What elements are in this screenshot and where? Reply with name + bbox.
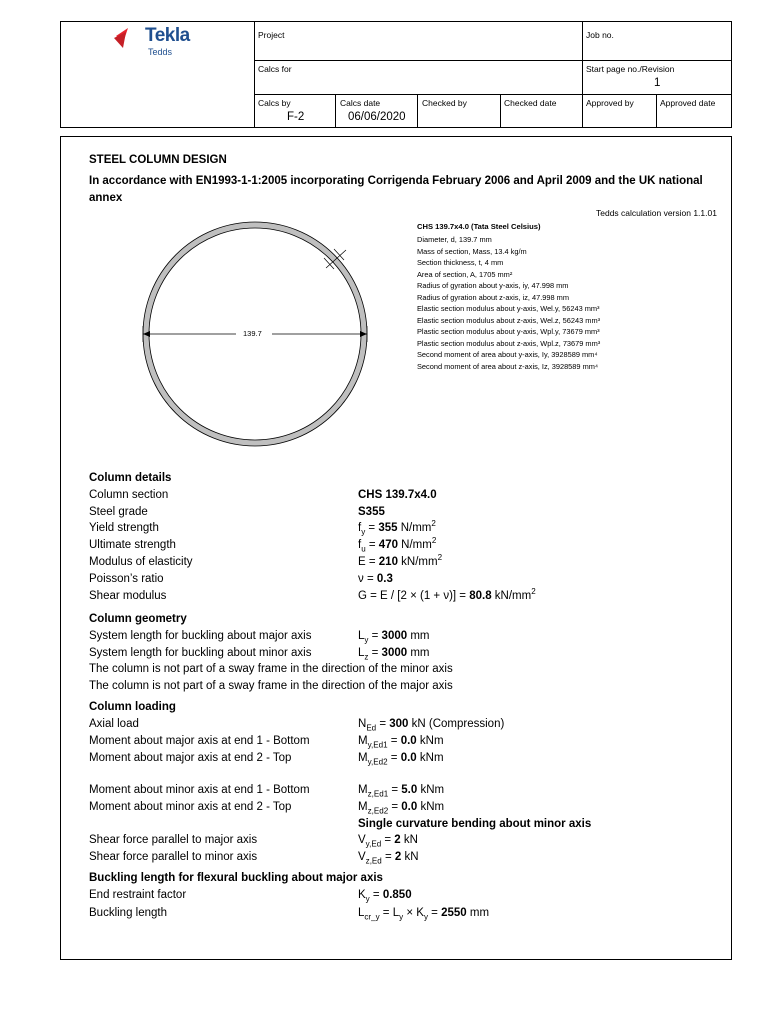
length-major-label: System length for buckling about major axis bbox=[89, 630, 312, 642]
shear-minor-label: Shear force parallel to minor axis bbox=[89, 851, 258, 863]
column-geometry-heading: Column geometry bbox=[89, 613, 187, 625]
property-line: Radius of gyration about y-axis, iy, 47.998 mm bbox=[417, 281, 569, 290]
checked-by-label: Checked by bbox=[422, 98, 467, 108]
buckling-length-label: Buckling length bbox=[89, 907, 167, 919]
length-minor-value: $L_z = 3000$ mm bbox=[358, 647, 430, 662]
buckling-length-value: $L_{cr\_y} = L_y \times K_y = 2550$ mm bbox=[358, 907, 490, 922]
axial-load-value: $N_{Ed} = 300$ kN (Compression) bbox=[358, 718, 505, 733]
approved-by-label: Approved by bbox=[586, 98, 634, 108]
property-line: Second moment of area about z-axis, Iz, 3928589 mm⁴ bbox=[417, 361, 599, 371]
property-line: Area of section, A, 1705 mm² bbox=[417, 269, 513, 279]
sway-note-major: The column is not part of a sway frame in the direction of the major axis bbox=[89, 680, 453, 692]
column-details-heading: Column details bbox=[89, 472, 172, 484]
modulus-elasticity-label: Modulus of elasticity bbox=[89, 556, 193, 568]
end-restraint-value: $K_y = 0.850$ bbox=[358, 889, 412, 904]
brand-subname: Tedds bbox=[148, 47, 173, 57]
moment-minor-end1-value: $M_{z,Ed1} = 5.0$ kNm bbox=[358, 784, 445, 799]
column-section-label: Column section bbox=[89, 489, 169, 501]
length-major-value: $L_y = 3000$ mm bbox=[358, 630, 430, 645]
calcs-by-label: Calcs by bbox=[258, 98, 291, 108]
standard-line-cont: annex bbox=[89, 192, 123, 204]
moment-major-end2-value: $M_{y,Ed2} = 0.0$ kNm bbox=[358, 752, 444, 767]
property-line: Second moment of area about y-axis, Iy, 3928589 mm⁴ bbox=[417, 350, 598, 359]
column-loading-heading: Column loading bbox=[89, 701, 176, 713]
tekla-logo bbox=[114, 26, 146, 50]
shear-major-value: $V_{y,Ed} = 2$ kN bbox=[358, 834, 418, 849]
yield-strength-value: $f_y = 355$ $N/mm^2$ bbox=[358, 519, 436, 537]
moment-major-end1-value: $M_{y,Ed1} = 0.0$ kNm bbox=[358, 735, 444, 750]
ultimate-strength-label: Ultimate strength bbox=[89, 539, 176, 551]
moment-major-end2-label: Moment about major axis at end 2 - Top bbox=[89, 752, 292, 764]
start-page-value: 1 bbox=[654, 77, 661, 89]
column-section-value: CHS 139.7x4.0 bbox=[358, 489, 437, 501]
length-minor-label: System length for buckling about minor axis bbox=[89, 647, 312, 659]
calcs-date-label: Calcs date bbox=[340, 98, 381, 108]
checked-date-label: Checked date bbox=[504, 98, 557, 108]
section-properties bbox=[417, 234, 600, 372]
end-restraint-label: End restraint factor bbox=[89, 889, 187, 901]
header-divider bbox=[254, 21, 255, 128]
property-line: Section thickness, t, 4 mm bbox=[417, 258, 504, 267]
moment-minor-end2-label: Moment about minor axis at end 2 - Top bbox=[89, 801, 292, 813]
header-divider bbox=[335, 94, 336, 128]
header-divider bbox=[500, 94, 501, 128]
ultimate-strength-value: $f_u = 470$ $N/mm^2$ bbox=[358, 536, 437, 554]
property-line: Elastic section modulus about y-axis, Wel.y, 56243 mm³ bbox=[417, 304, 600, 313]
property-line: Diameter, d, 139.7 mm bbox=[417, 235, 492, 244]
approved-date-label: Approved date bbox=[660, 98, 716, 108]
header-divider bbox=[582, 21, 583, 128]
calcs-date-value: 06/06/2020 bbox=[348, 111, 406, 123]
property-line: Radius of gyration about z-axis, iz, 47.998 mm bbox=[417, 292, 569, 302]
section-heading: CHS 139.7x4.0 (Tata Steel Celsius) bbox=[417, 222, 541, 231]
poissons-ratio-label: Poisson’s ratio bbox=[89, 573, 164, 585]
shear-modulus-value: G = E / [2 × (1 + ν)] = 80.8 $kN/mm^2$ bbox=[358, 587, 536, 602]
modulus-elasticity-value: E = 210 $kN/mm^2$ bbox=[358, 553, 443, 568]
tekla-logo-mark bbox=[114, 26, 146, 50]
moment-minor-end2-value: $M_{z,Ed2} = 0.0$ kNm bbox=[358, 801, 445, 816]
project-label: Project bbox=[258, 30, 285, 40]
buckling-heading: Buckling length for flexural buckling about major axis bbox=[89, 872, 383, 884]
calcs-for-label: Calcs for bbox=[258, 64, 292, 74]
yield-strength-label: Yield strength bbox=[89, 522, 159, 534]
diameter-dimension: 139.7 bbox=[243, 329, 262, 338]
property-line: Mass of section, Mass, 13.4 kg/m bbox=[417, 246, 527, 256]
shear-major-label: Shear force parallel to major axis bbox=[89, 834, 258, 846]
property-line: Plastic section modulus about z-axis, Wpl.z, 73679 mm³ bbox=[417, 338, 601, 348]
job-label: Job no. bbox=[586, 30, 614, 40]
header-divider bbox=[417, 94, 418, 128]
property-line: Plastic section modulus about y-axis, Wpl.y, 73679 mm³ bbox=[417, 327, 600, 336]
property-line: Elastic section modulus about z-axis, Wel.z, 56243 mm³ bbox=[417, 315, 601, 325]
steel-grade-label: Steel grade bbox=[89, 506, 148, 518]
shear-minor-value: $V_{z,Ed} = 2$ kN bbox=[358, 851, 419, 866]
poissons-ratio-value: ν = 0.3 bbox=[358, 573, 393, 585]
brand-name: Tekla bbox=[145, 25, 190, 46]
standard-line: In accordance with EN1993-1-1:2005 incorporating Corrigenda February 2006 and April 2009 and the UK national bbox=[89, 175, 703, 187]
sway-note-minor: The column is not part of a sway frame in the direction of the minor axis bbox=[89, 663, 453, 675]
moment-major-end1-label: Moment about major axis at end 1 - Bottom bbox=[89, 735, 310, 747]
doc-title: STEEL COLUMN DESIGN bbox=[89, 154, 227, 166]
shear-modulus-label: Shear modulus bbox=[89, 590, 167, 602]
axial-load-label: Axial load bbox=[89, 718, 139, 730]
header-divider bbox=[656, 94, 657, 128]
header-divider bbox=[254, 94, 732, 95]
start-page-label: Start page no./Revision bbox=[586, 64, 675, 74]
curvature-note: Single curvature bending about minor axis bbox=[358, 818, 592, 830]
header-divider bbox=[254, 60, 732, 61]
steel-grade-value: S355 bbox=[358, 506, 385, 518]
moment-minor-end1-label: Moment about minor axis at end 1 - Bottom bbox=[89, 784, 310, 796]
version-text: Tedds calculation version 1.1.01 bbox=[596, 208, 717, 218]
calcs-by-value: F-2 bbox=[287, 111, 305, 123]
